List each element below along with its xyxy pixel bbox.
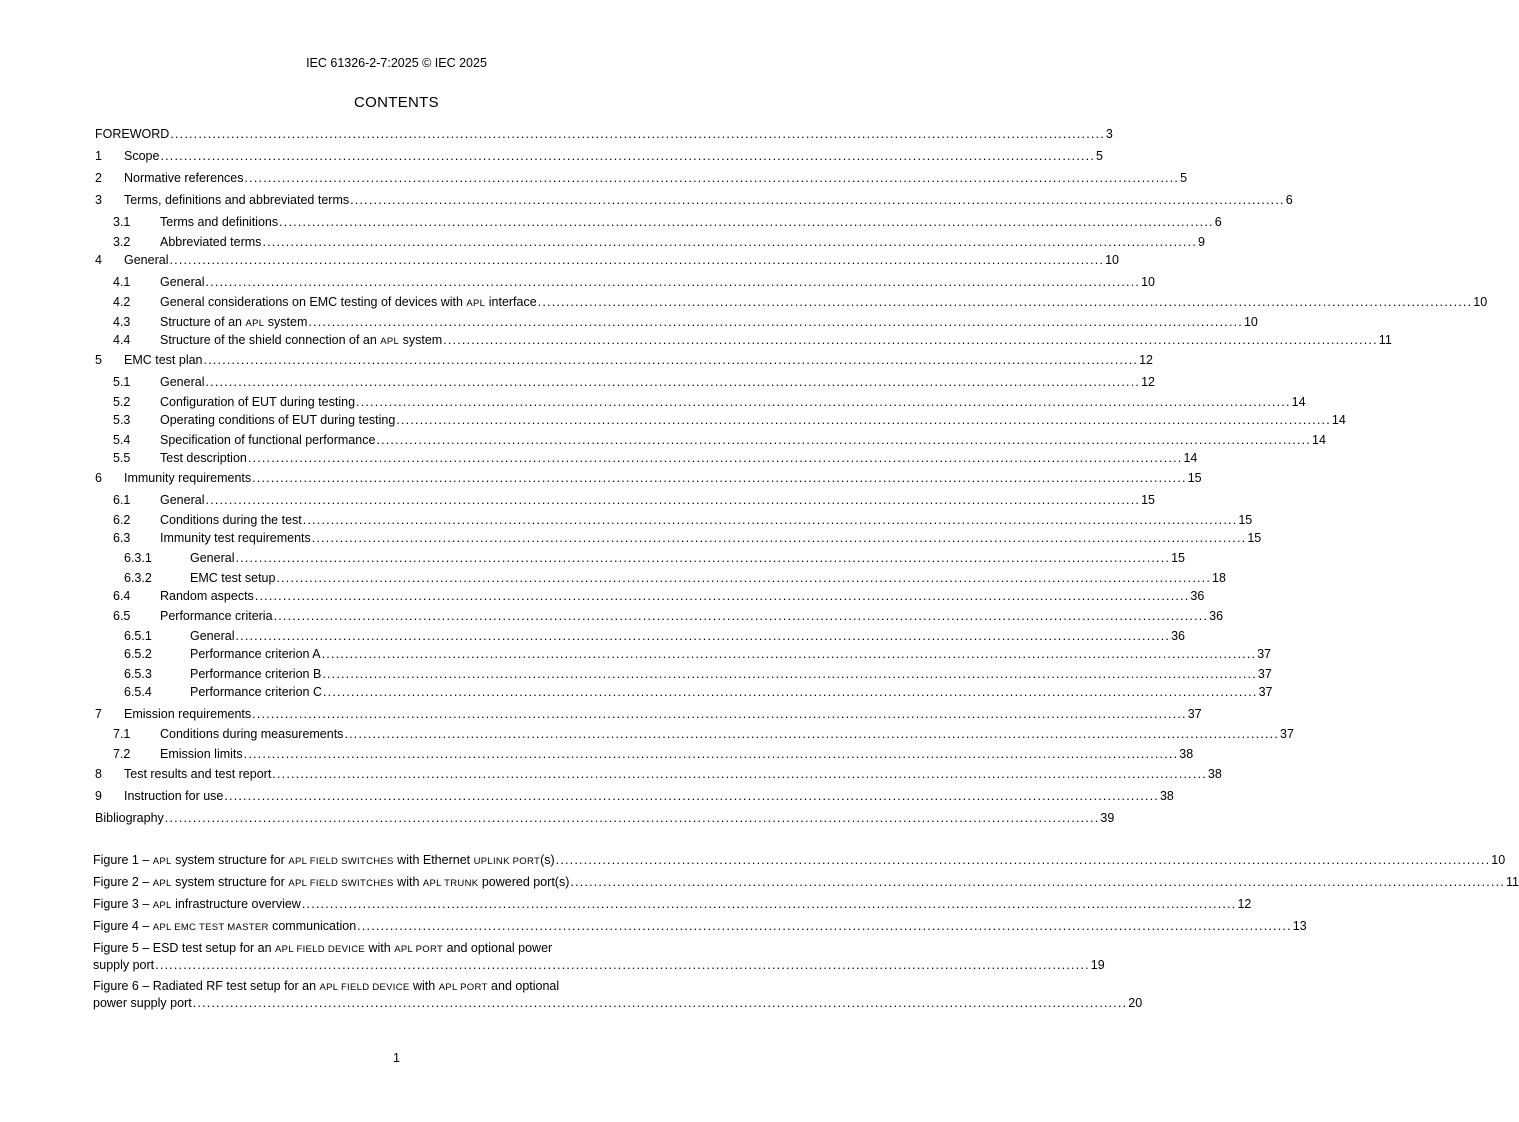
toc-entry[interactable] — [95, 253, 1119, 267]
dot-leader: ........................................................................................................................................................................................................ — [192, 995, 1128, 1010]
dot-leader: ........................................................................................................................................................................................................ — [262, 235, 1198, 249]
toc-entry[interactable] — [95, 127, 1113, 141]
toc-entry-title: Performance criteria — [160, 609, 273, 623]
toc-entry-number: 5.5 — [113, 451, 131, 465]
toc-entry-title: Immunity requirements — [124, 471, 252, 485]
toc-page-number: 14 — [1312, 433, 1326, 447]
toc-entry-number: 5.3 — [113, 413, 131, 427]
toc-page-number: 14 — [1183, 451, 1198, 465]
toc-page-number: 10 — [1141, 275, 1155, 289]
toc-entry-title: Abbreviated terms — [160, 235, 262, 249]
toc-entry[interactable] — [95, 629, 1185, 643]
dot-leader: ........................................................................................................................................................................................................ — [170, 127, 1105, 141]
toc-entry-number: 4.3 — [113, 315, 131, 329]
dot-leader: ........................................................................................................................................................................................................ — [376, 433, 1311, 447]
toc-entry-title: Test results and test report — [124, 767, 272, 781]
toc-entry-title: Performance criterion B — [190, 667, 322, 681]
toc-entry[interactable] — [95, 471, 1202, 485]
dot-leader: ........................................................................................................................................................................................................ — [252, 471, 1187, 485]
dot-leader: ........................................................................................................................................................................................................ — [254, 589, 1190, 603]
toc-entry-title: EMC test plan — [124, 353, 203, 367]
toc-entry-title: FOREWORD — [95, 127, 170, 141]
toc-entry-title: Terms, definitions and abbreviated terms — [124, 193, 350, 207]
dot-leader: ........................................................................................................................................................................................................ — [224, 789, 1159, 803]
toc-entry[interactable] — [95, 551, 1185, 565]
dot-leader: ........................................................................................................................................................................................................ — [155, 957, 1090, 972]
dot-leader: ........................................................................................................................................................................................................ — [247, 451, 1183, 465]
toc-entry-title: Bibliography — [95, 811, 164, 825]
toc-entry-number: 7 — [95, 707, 102, 721]
toc-entry-title: Random aspects — [160, 589, 254, 603]
toc-entry-number: 4.2 — [113, 295, 131, 309]
toc-entry[interactable] — [95, 375, 1155, 389]
toc-entry-title: General — [160, 375, 205, 389]
dot-leader: ........................................................................................................................................................................................................ — [570, 875, 1505, 889]
toc-entry-number: 9 — [95, 789, 102, 803]
dot-leader: ........................................................................................................................................................................................................ — [344, 727, 1280, 741]
toc-entry-number: 6.3 — [113, 531, 131, 545]
toc-entry-number: 7.1 — [113, 727, 131, 741]
toc-entry[interactable] — [95, 275, 1155, 289]
toc-entry-number: 2 — [95, 171, 102, 185]
toc-page-number: 12 — [1139, 353, 1154, 367]
figure-title-continuation: power supply port — [93, 995, 192, 1010]
dot-leader: ........................................................................................................................................................................................................ — [252, 707, 1187, 721]
toc-entry-title: General considerations on EMC testing of devices with APL interface — [160, 295, 537, 309]
toc-entry-number: 4.1 — [113, 275, 131, 289]
toc-page-number: 36 — [1209, 609, 1224, 623]
dot-leader: ........................................................................................................................................................................................................ — [443, 333, 1378, 347]
figure-page-number: 20 — [1128, 995, 1143, 1010]
dot-leader: ........................................................................................................................................................................................................ — [350, 193, 1285, 207]
toc-page-number: 37 — [1257, 667, 1272, 681]
toc-page-number: 37 — [1258, 685, 1273, 699]
dot-leader: ........................................................................................................................................................................................................ — [235, 551, 1171, 565]
document-header: IEC 61326-2-7:2025 © IEC 2025 — [306, 56, 487, 70]
toc-entry-title: Structure of an APL system — [160, 315, 308, 329]
toc-page-number: 15 — [1171, 551, 1185, 565]
toc-entry[interactable] — [95, 811, 1115, 825]
toc-entry-number: 6.4 — [113, 589, 131, 603]
toc-entry-title: Operating conditions of EUT during testing — [160, 413, 396, 427]
toc-entry[interactable] — [95, 493, 1155, 507]
toc-entry-number: 6.5.4 — [124, 685, 152, 699]
dot-leader: ........................................................................................................................................................................................................ — [243, 747, 1179, 761]
figure-page-number: 11 — [1505, 875, 1519, 889]
toc-entry-title: General — [190, 629, 235, 643]
toc-entry[interactable] — [95, 433, 1326, 447]
figure-page-number: 19 — [1090, 957, 1105, 972]
toc-entry-number: 8 — [95, 767, 102, 781]
dot-leader: ........................................................................................................................................................................................................ — [205, 493, 1141, 507]
dot-leader: ........................................................................................................................................................................................................ — [555, 853, 1491, 867]
toc-page-number: 11 — [1378, 333, 1392, 347]
toc-page-number: 38 — [1179, 747, 1194, 761]
toc-entry[interactable] — [95, 149, 1103, 163]
toc-entry-number: 5 — [95, 353, 102, 367]
toc-entry[interactable] — [95, 609, 1224, 623]
toc-entry[interactable] — [95, 747, 1194, 761]
toc-entry-number: 6.5.1 — [124, 629, 152, 643]
toc-entry-title: Conditions during the test — [160, 513, 302, 527]
dot-leader: ........................................................................................................................................................................................................ — [235, 629, 1171, 643]
figure-title-continuation: supply port — [93, 957, 155, 972]
toc-entry-number: 6.5.3 — [124, 667, 152, 681]
dot-leader: ........................................................................................................................................................................................................ — [203, 353, 1139, 367]
toc-entry-number: 4.4 — [113, 333, 131, 347]
toc-entry-number: 6.5 — [113, 609, 131, 623]
toc-entry-title: Conditions during measurements — [160, 727, 344, 741]
toc-page-number: 10 — [1473, 295, 1488, 309]
toc-entry[interactable] — [95, 193, 1293, 207]
toc-page-number: 36 — [1171, 629, 1185, 643]
dot-leader: ........................................................................................................................................................................................................ — [357, 919, 1292, 933]
dot-leader: ........................................................................................................................................................................................................ — [308, 315, 1243, 329]
toc-entry-number: 5.2 — [113, 395, 131, 409]
toc-entry-title: Terms and definitions — [160, 215, 279, 229]
toc-page-number: 6 — [1214, 215, 1222, 229]
toc-entry-number: 5.1 — [113, 375, 131, 389]
figure-entry[interactable] — [93, 875, 1519, 892]
toc-page-number: 10 — [1105, 253, 1119, 267]
toc-page-number: 36 — [1190, 589, 1205, 603]
dot-leader: ........................................................................................................................................................................................................ — [302, 513, 1238, 527]
toc-entry-title: Emission requirements — [124, 707, 252, 721]
figure-entry[interactable] — [93, 941, 1105, 972]
figure-title: Figure 6 – Radiated RF test setup for an APL FIELD DEVICE with APL PORT and optional — [93, 979, 560, 993]
toc-page-number: 14 — [1291, 395, 1306, 409]
toc-page-number: 12 — [1141, 375, 1155, 389]
toc-entry[interactable] — [95, 171, 1188, 185]
toc-page-number: 9 — [1198, 235, 1205, 249]
dot-leader: ........................................................................................................................................................................................................ — [272, 767, 1207, 781]
toc-page-number: 37 — [1187, 707, 1202, 721]
dot-leader: ........................................................................................................................................................................................................ — [356, 395, 1291, 409]
toc-entry-number: 7.2 — [113, 747, 131, 761]
toc-entry[interactable] — [95, 353, 1154, 367]
dot-leader: ........................................................................................................................................................................................................ — [321, 647, 1257, 661]
toc-entry-title: Performance criterion C — [190, 685, 322, 699]
toc-entry-title: Normative references — [124, 171, 244, 185]
toc-entry-number: 3.1 — [113, 215, 131, 229]
toc-page-number: 39 — [1100, 811, 1115, 825]
toc-entry-number: 3.2 — [113, 235, 131, 249]
toc-entry[interactable] — [95, 413, 1346, 427]
toc-entry[interactable] — [95, 235, 1205, 249]
toc-entry[interactable] — [95, 685, 1273, 699]
toc-entry-number: 5.4 — [113, 433, 131, 447]
toc-page-number: 14 — [1331, 413, 1346, 427]
toc-entry[interactable] — [95, 215, 1222, 229]
figure-page-number: 12 — [1237, 897, 1252, 911]
toc-entry[interactable] — [95, 295, 1488, 309]
figure-title: Figure 4 – APL EMC TEST MASTER communication — [93, 919, 357, 933]
toc-page-number: 10 — [1243, 315, 1258, 329]
toc-entry-number: 4 — [95, 253, 102, 267]
dot-leader: ........................................................................................................................................................................................................ — [301, 897, 1237, 911]
toc-page-number: 15 — [1247, 531, 1262, 545]
toc-entry[interactable] — [95, 315, 1258, 329]
toc-entry[interactable] — [95, 647, 1272, 661]
toc-entry[interactable] — [95, 333, 1392, 347]
toc-entry[interactable] — [95, 571, 1226, 585]
dot-leader: ........................................................................................................................................................................................................ — [205, 375, 1141, 389]
toc-page-number: 15 — [1238, 513, 1253, 527]
figure-entry[interactable] — [93, 897, 1252, 914]
dot-leader: ........................................................................................................................................................................................................ — [273, 609, 1209, 623]
toc-entry-number: 6.1 — [113, 493, 131, 507]
dot-leader: ........................................................................................................................................................................................................ — [244, 171, 1180, 185]
toc-entry-title: Immunity test requirements — [160, 531, 311, 545]
dot-leader: ........................................................................................................................................................................................................ — [396, 413, 1331, 427]
dot-leader: ........................................................................................................................................................................................................ — [160, 149, 1096, 163]
figure-page-number: 13 — [1292, 919, 1307, 933]
toc-entry-title: Scope — [124, 149, 160, 163]
toc-entry-title: General — [124, 253, 169, 267]
figure-page-number: 10 — [1491, 853, 1506, 867]
dot-leader: ........................................................................................................................................................................................................ — [311, 531, 1247, 545]
toc-entry[interactable] — [95, 789, 1174, 803]
toc-page-number: 5 — [1096, 149, 1103, 163]
figure-title: Figure 3 – APL infrastructure overview — [93, 897, 301, 911]
toc-page-number: 38 — [1159, 789, 1174, 803]
figure-entry[interactable] — [93, 853, 1506, 870]
toc-entry-title: Configuration of EUT during testing — [160, 395, 356, 409]
figure-title: Figure 5 – ESD test setup for an APL FIELD DEVICE with APL PORT and optional power — [93, 941, 553, 955]
toc-page-number: 38 — [1207, 767, 1222, 781]
toc-entry-title: General — [160, 493, 205, 507]
toc-entry-title: General — [190, 551, 235, 565]
toc-entry-number: 6 — [95, 471, 102, 485]
toc-entry[interactable] — [95, 589, 1205, 603]
toc-entry[interactable] — [95, 767, 1222, 781]
toc-entry-title: EMC test setup — [190, 571, 276, 585]
toc-entry-title: Emission limits — [160, 747, 243, 761]
contents-title: CONTENTS — [354, 94, 439, 111]
toc-page-number: 6 — [1285, 193, 1293, 207]
toc-entry-title: Instruction for use — [124, 789, 224, 803]
dot-leader: ........................................................................................................................................................................................................ — [169, 253, 1105, 267]
toc-entry[interactable] — [95, 513, 1253, 527]
toc-entry[interactable] — [95, 395, 1306, 409]
dot-leader: ........................................................................................................................................................................................................ — [164, 811, 1100, 825]
dot-leader: ........................................................................................................................................................................................................ — [537, 295, 1473, 309]
toc-page-number: 37 — [1280, 727, 1294, 741]
toc-entry-title: General — [160, 275, 205, 289]
figure-title: Figure 1 – APL system structure for APL FIELD SWITCHES with Ethernet UPLINK PORT(s) — [93, 853, 555, 867]
figure-title: Figure 2 – APL system structure for APL FIELD SWITCHES with APL TRUNK powered port(s) — [93, 875, 570, 889]
toc-page-number: 15 — [1187, 471, 1202, 485]
toc-entry-number: 6.5.2 — [124, 647, 152, 661]
figure-entry[interactable] — [93, 919, 1307, 936]
dot-leader: ........................................................................................................................................................................................................ — [276, 571, 1212, 585]
toc-entry-number: 3 — [95, 193, 102, 207]
dot-leader: ........................................................................................................................................................................................................ — [205, 275, 1141, 289]
toc-entry-title: Structure of the shield connection of an APL system — [160, 333, 443, 347]
figure-entry[interactable] — [93, 979, 1143, 1010]
toc-entry-number: 6.3.1 — [124, 551, 152, 565]
dot-leader: ........................................................................................................................................................................................................ — [323, 685, 1258, 699]
toc-page-number: 5 — [1180, 171, 1188, 185]
page-number: 1 — [393, 1051, 400, 1065]
toc-entry[interactable] — [95, 531, 1262, 545]
toc-page-number: 15 — [1141, 493, 1155, 507]
toc-entry[interactable] — [95, 707, 1202, 721]
toc-entry[interactable] — [95, 727, 1294, 741]
toc-entry-title: Specification of functional performance — [160, 433, 376, 447]
toc-entry[interactable] — [95, 451, 1198, 465]
dot-leader: ........................................................................................................................................................................................................ — [279, 215, 1214, 229]
dot-leader: ........................................................................................................................................................................................................ — [322, 667, 1257, 681]
toc-page-number: 3 — [1105, 127, 1113, 141]
toc-page-number: 18 — [1212, 571, 1226, 585]
toc-entry-title: Performance criterion A — [190, 647, 321, 661]
toc-entry-number: 6.2 — [113, 513, 131, 527]
toc-entry-number: 6.3.2 — [124, 571, 152, 585]
toc-page-number: 37 — [1257, 647, 1272, 661]
toc-entry-number: 1 — [95, 149, 102, 163]
toc-entry-title: Test description — [160, 451, 247, 465]
toc-entry[interactable] — [95, 667, 1272, 681]
